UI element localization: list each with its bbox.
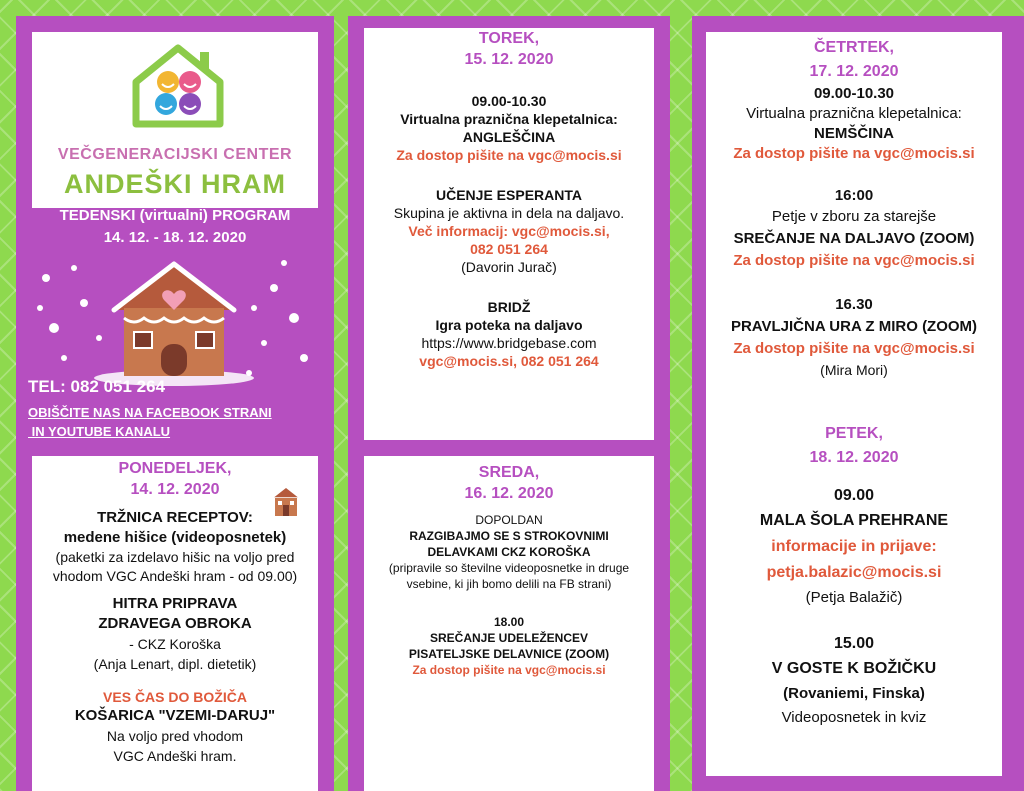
friday-e2-title: V GOSTE K BOŽIČKU	[771, 660, 937, 677]
monday-e1-note2: vhodom VGC Andeški hram - od 09.00)	[52, 568, 298, 584]
tuesday-day: TOREK,	[478, 30, 540, 47]
wednesday-e1-note2: vsebine, ki jih bomo delili na FB strani)	[406, 577, 612, 591]
wednesday-date: 16. 12. 2020	[464, 485, 554, 502]
tuesday-e3-title1: BRIDŽ	[487, 299, 531, 315]
monday-e3-note1: Na voljo pred vhodom	[106, 728, 244, 744]
left-panel	[16, 16, 334, 791]
tuesday-e3-title2: Igra poteka na daljavo	[435, 317, 583, 333]
tuesday-e1-title2: ANGLEŠČINA	[462, 129, 556, 145]
tuesday-e3-red: vgc@mocis.si, 082 051 264	[419, 353, 599, 369]
wednesday-e1-title2: DELAVKAMI CKZ KOROŠKA	[427, 545, 591, 559]
friday-e1-time: 09.00	[833, 487, 875, 504]
tuesday-e1-title1: Virtualna praznična klepetalnica:	[400, 111, 618, 127]
monday-e2-person: (Anja Lenart, dipl. dietetik)	[93, 656, 257, 672]
wednesday-e2-title1: SREČANJE UDELEŽENCEV	[429, 631, 589, 645]
monday-e3-note2: VGC Andeški hram.	[113, 748, 237, 764]
thursday-date: 17. 12. 2020	[809, 63, 899, 80]
youtube-link[interactable]: IN YOUTUBE KANALU	[28, 424, 171, 439]
friday-e2-time: 15.00	[833, 635, 875, 652]
wednesday-e1-note1: (pripravile so številne videoposnetke in druge	[388, 561, 630, 575]
monday-e1-title1: TRŽNICA RECEPTOV:	[97, 509, 253, 526]
gingerbread-small-icon	[268, 484, 304, 518]
gingerbread-house-icon	[24, 248, 324, 388]
tuesday-e2-title: UČENJE ESPERANTA	[436, 187, 582, 203]
thursday-e2-red: Za dostop pišite na vgc@mocis.si	[733, 252, 975, 269]
monday-day: PONEDELJEK,	[118, 460, 232, 477]
monday-e3-title: KOŠARICA "VZEMI-DARUJ"	[74, 707, 276, 724]
wednesday-day: SREDA,	[478, 464, 540, 481]
tuesday-e2-person: (Davorin Jurač)	[461, 259, 557, 275]
thursday-e2-title2: SREČANJE NA DALJAVO (ZOOM)	[733, 230, 975, 247]
tuesday-e2-note: Skupina je aktivna in dela na daljavo.	[393, 205, 625, 221]
friday-e1-title: MALA ŠOLA PREHRANE	[759, 512, 949, 529]
monday-e3-red: VES ČAS DO BOŽIČA	[103, 689, 247, 705]
tuesday-e3-url[interactable]: https://www.bridgebase.com	[421, 335, 597, 351]
monday-e1-note1: (paketki za izdelavo hišic na voljo pred	[55, 549, 295, 565]
thursday-e2-time: 16:00	[834, 187, 874, 204]
monday-e2-title1: HITRA PRIPRAVA	[112, 595, 238, 612]
monday-e2-title2: ZDRAVEGA OBROKA	[98, 615, 252, 632]
wednesday-e1-title1: RAZGIBAJMO SE S STROKOVNIMI	[409, 529, 609, 543]
thursday-e1-title1: Virtualna praznična klepetalnica:	[746, 105, 962, 122]
thursday-e3-time: 16.30	[835, 296, 873, 313]
friday-e2-place: (Rovaniemi, Finska)	[783, 685, 925, 702]
wednesday-e2-time: 18.00	[493, 615, 525, 629]
tuesday-e2-red2: 082 051 264	[470, 241, 548, 257]
friday-e1-person: (Petja Balažič)	[805, 589, 903, 606]
tuesday-e1-time: 09.00-10.30	[471, 93, 547, 109]
thursday-e3-red: Za dostop pišite na vgc@mocis.si	[733, 340, 975, 357]
thursday-e1-time: 09.00-10.30	[813, 85, 895, 102]
wednesday-card	[364, 456, 654, 791]
wednesday-e2-red: Za dostop pišite na vgc@mocis.si	[412, 663, 606, 677]
tuesday-date: 15. 12. 2020	[464, 51, 554, 68]
monday-card	[32, 456, 318, 791]
monday-date: 14. 12. 2020	[130, 481, 220, 498]
monday-e2-org: - CKZ Koroška	[129, 636, 221, 652]
program-title: TEDENSKI (virtualni) PROGRAM	[59, 207, 291, 224]
house-logo-icon	[128, 44, 228, 128]
right-panel	[692, 16, 1024, 791]
facebook-link[interactable]: OBIŠČITE NAS NA FACEBOOK STRANI	[28, 405, 272, 420]
thursday-card	[706, 32, 1002, 410]
middle-panel	[348, 16, 670, 791]
tuesday-card	[364, 28, 654, 440]
monday-e1-title2: medene hišice (videoposnetek)	[63, 529, 287, 546]
wednesday-e1-label: DOPOLDAN	[475, 513, 543, 527]
thursday-e3-person: (Mira Mori)	[820, 362, 888, 378]
logo-card	[32, 32, 318, 208]
friday-day: PETEK,	[825, 425, 883, 442]
thursday-e2-title1: Petje v zboru za starejše	[771, 208, 937, 225]
friday-e1-red1: informacije in prijave:	[771, 538, 937, 555]
thursday-e1-title2: NEMŠČINA	[813, 125, 894, 142]
friday-date: 18. 12. 2020	[809, 449, 899, 466]
friday-e1-red2: petja.balazic@mocis.si	[766, 564, 942, 581]
friday-e2-note: Videoposnetek in kviz	[781, 709, 927, 726]
logo-line1: VEČGENERACIJSKI CENTER	[57, 146, 293, 163]
logo-line2: ANDEŠKI HRAM	[63, 169, 286, 199]
thursday-e1-red: Za dostop pišite na vgc@mocis.si	[733, 145, 975, 162]
friday-card	[706, 408, 1002, 776]
wednesday-e2-title2: PISATELJSKE DELAVNICE (ZOOM)	[408, 647, 610, 661]
thursday-day: ČETRTEK,	[814, 39, 894, 56]
program-dates: 14. 12. - 18. 12. 2020	[103, 229, 247, 246]
tuesday-e1-red: Za dostop pišite na vgc@mocis.si	[396, 147, 622, 163]
thursday-e3-title: PRAVLJIČNA URA Z MIRO (ZOOM)	[730, 318, 978, 335]
tuesday-e2-red1: Več informacij: vgc@mocis.si,	[408, 223, 610, 239]
contact-tel: TEL: 082 051 264	[28, 377, 166, 396]
